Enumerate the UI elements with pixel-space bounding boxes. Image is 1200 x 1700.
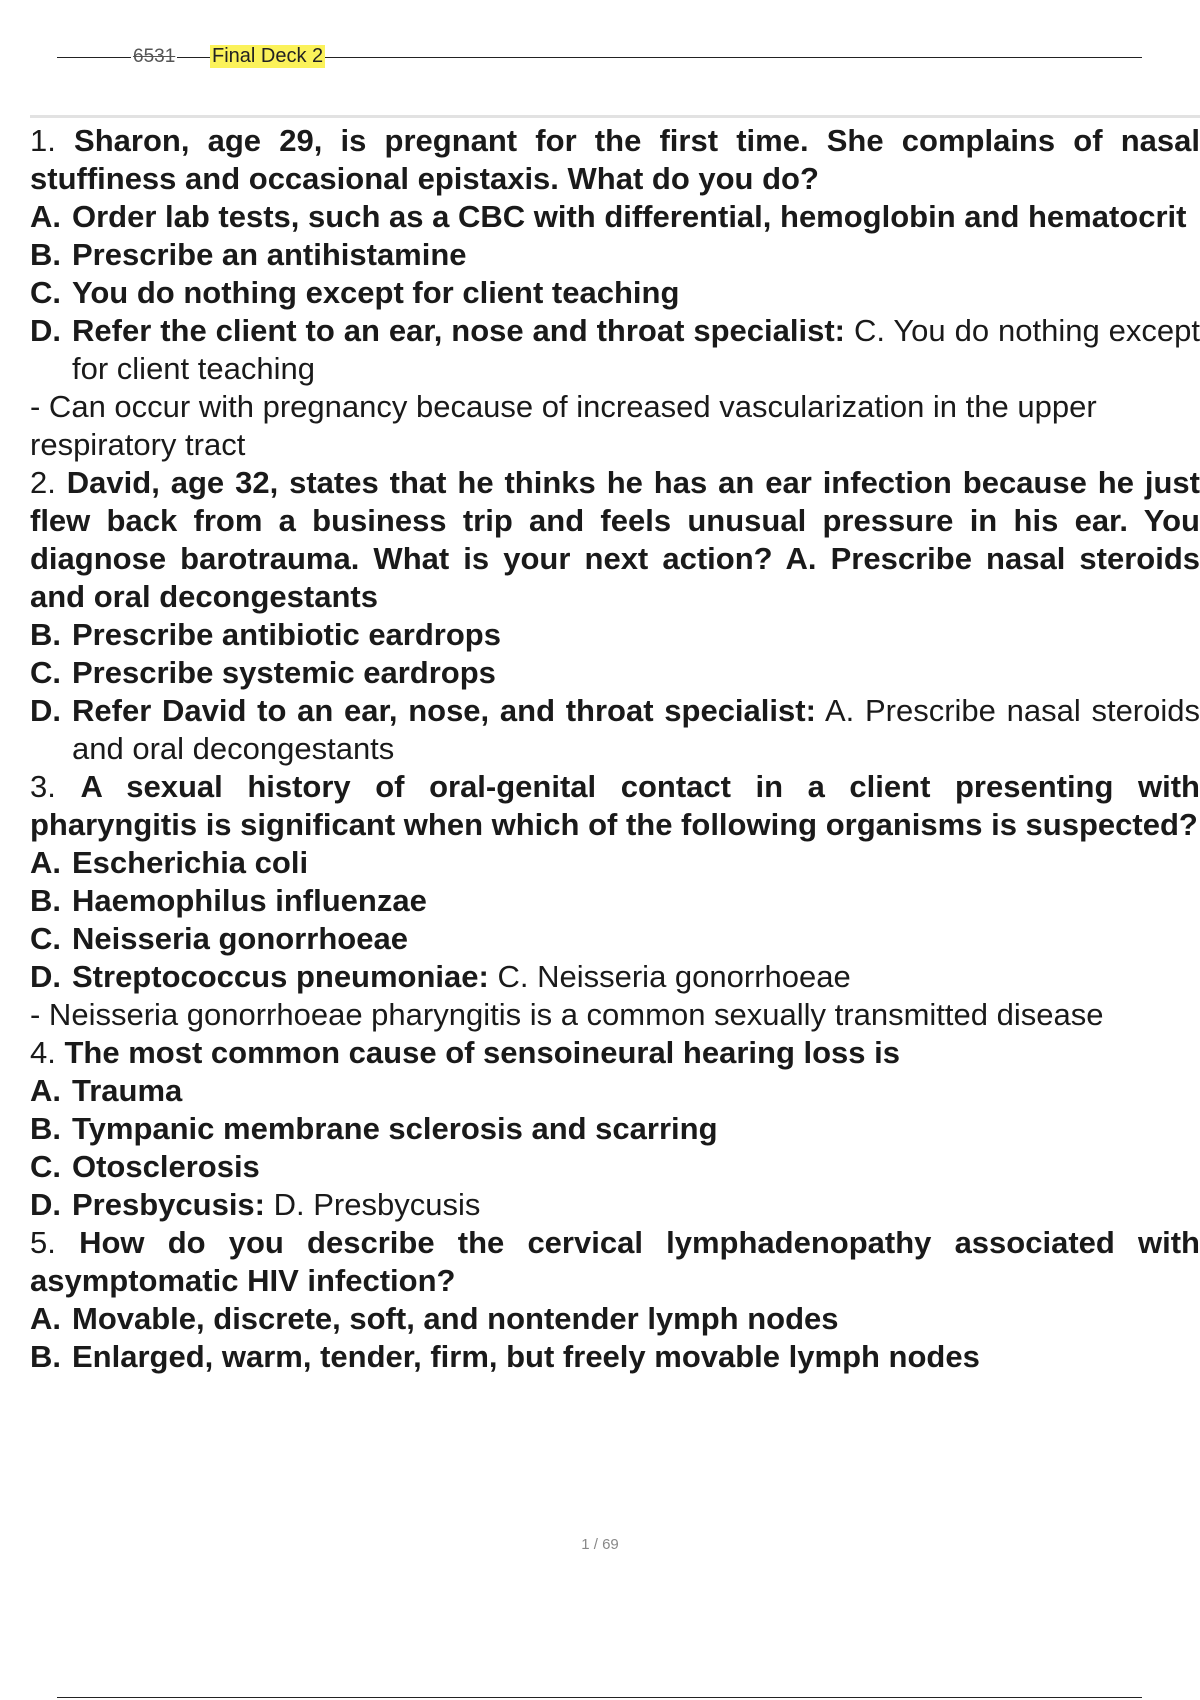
course-code: 6531 bbox=[133, 46, 176, 67]
question-2-answer: A. Prescribe nasal steroids and oral decongestants bbox=[72, 693, 1200, 766]
question-3-option-a: A. Escherichia coli bbox=[30, 845, 309, 880]
question-1-answer: C. You do nothing except for client teaching bbox=[72, 313, 1200, 386]
question-4-option-b: B. Tympanic membrane sclerosis and scarring bbox=[30, 1111, 718, 1146]
question-1-option-b: B. Prescribe an antihistamine bbox=[30, 237, 467, 272]
question-1-option-c: C. You do nothing except for client teaching bbox=[30, 275, 680, 310]
question-4-option-a: A. Trauma bbox=[30, 1073, 183, 1108]
question-4-answer: D. Presbycusis bbox=[273, 1187, 481, 1222]
footer-rule bbox=[57, 1697, 1142, 1698]
question-3-option-c: C. Neisseria gonorrhoeae bbox=[30, 921, 408, 956]
question-4-option-d: D. Presbycusis: D. Presbycusis bbox=[30, 1187, 481, 1222]
question-1-option-a: A. Order lab tests, such as a CBC with differential, hemoglobin and hematocrit bbox=[30, 199, 1187, 234]
question-4-option-c: C. Otosclerosis bbox=[30, 1149, 260, 1184]
question-5-stem: 5. How do you describe the cervical lymphadenopathy associated with asymptomatic HIV infection? bbox=[30, 1225, 1200, 1298]
question-3-note: - Neisseria gonorrhoeae pharyngitis is a common sexually transmitted disease bbox=[30, 997, 1104, 1032]
question-2-stem: 2. David, age 32, states that he thinks he has an ear infection because he just flew back from a business trip and feels unusual pressure in his ear. You diagnose barotrauma. What is your next action? A. Prescribe nasal steroids and oral decongestants bbox=[30, 465, 1200, 614]
question-3-option-b: B. Haemophilus influenzae bbox=[30, 883, 427, 918]
question-5-option-b: B. Enlarged, warm, tender, firm, but freely movable lymph nodes bbox=[30, 1339, 980, 1374]
question-2-option-c: C. Prescribe systemic eardrops bbox=[30, 655, 496, 690]
question-4-stem: 4. The most common cause of sensoineural hearing loss is bbox=[30, 1035, 900, 1070]
question-list bbox=[30, 122, 1200, 1376]
question-2-option-d: D. Refer David to an ear, nose, and throat specialist: A. Prescribe nasal steroids and oral decongestants bbox=[30, 693, 1200, 766]
question-2-option-b: B. Prescribe antibiotic eardrops bbox=[30, 617, 501, 652]
question-1-option-d: D. Refer the client to an ear, nose and throat specialist: C. You do nothing except for client teaching bbox=[30, 313, 1200, 386]
question-1-note: - Can occur with pregnancy because of increased vascularization in the upper respiratory tract bbox=[30, 389, 1097, 462]
question-3-answer: C. Neisseria gonorrhoeae bbox=[497, 959, 851, 994]
content-top-band bbox=[30, 115, 1200, 118]
page-indicator: 1 / 69 bbox=[581, 1536, 619, 1553]
question-3-stem: 3. A sexual history of oral-genital contact in a client presenting with pharyngitis is significant when which of the following organisms is suspected? bbox=[30, 769, 1200, 842]
question-5-option-a: A. Movable, discrete, soft, and nontender lymph nodes bbox=[30, 1301, 839, 1336]
deck-title: Final Deck 2 bbox=[212, 45, 324, 67]
question-3-option-d: D. Streptococcus pneumoniae: C. Neisseria gonorrhoeae bbox=[30, 959, 851, 994]
question-1-stem: 1. Sharon, age 29, is pregnant for the first time. She complains of nasal stuffiness and occasional epistaxis. What do you do? bbox=[30, 123, 1200, 196]
